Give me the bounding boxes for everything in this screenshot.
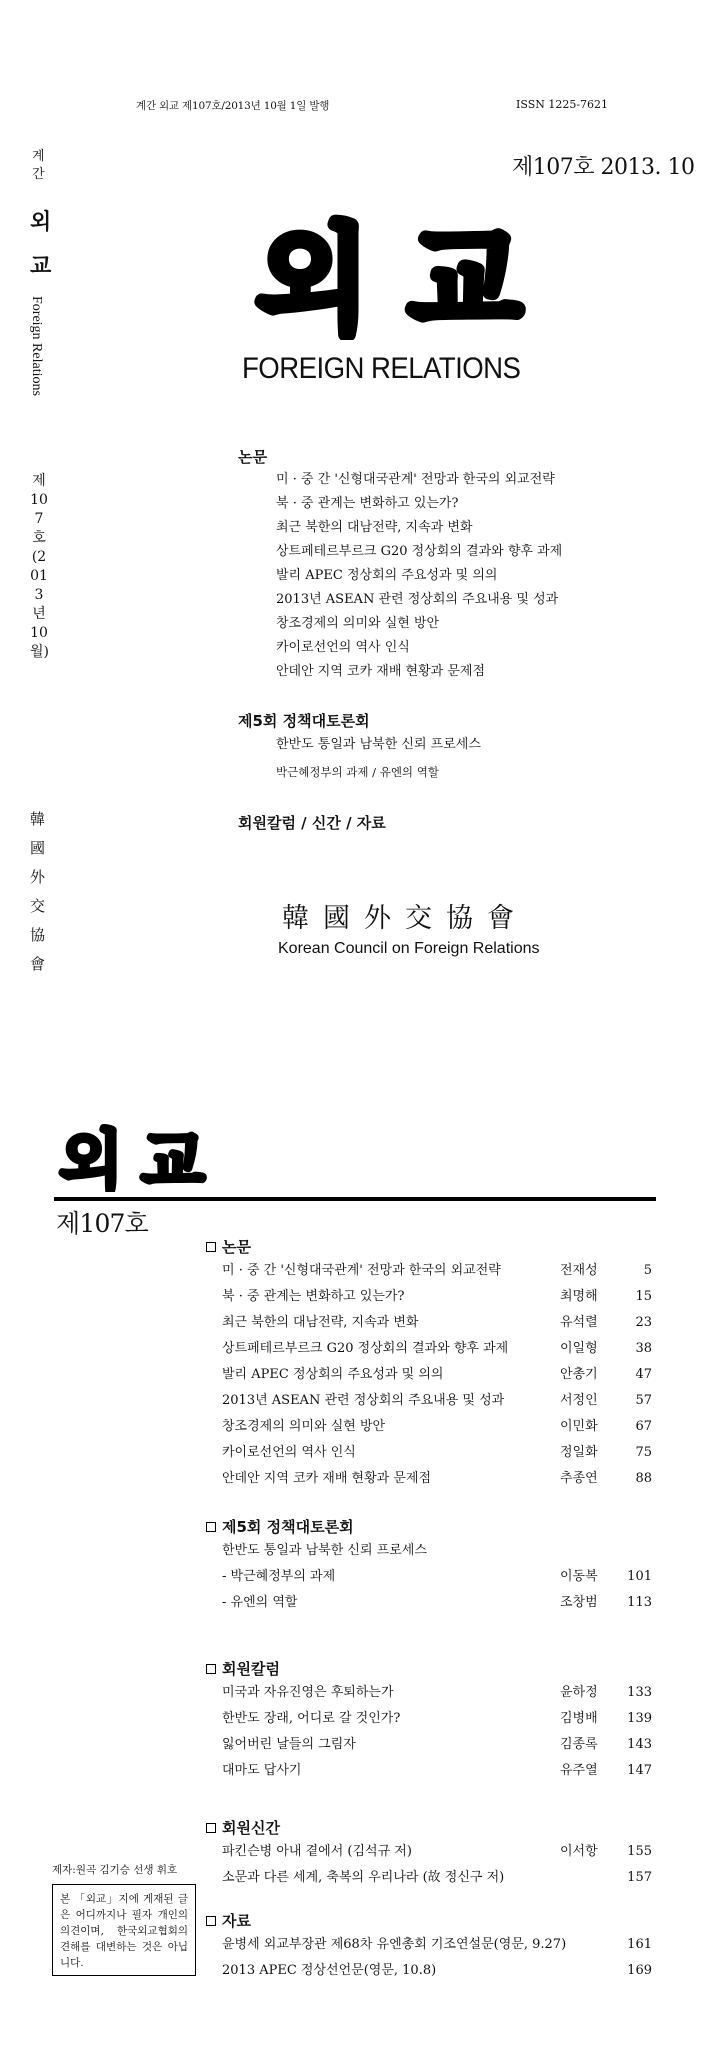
page-number: 113 — [627, 1595, 652, 1610]
page-number: 5 — [643, 1263, 652, 1278]
article-title: 대마도 답사기 — [222, 1763, 302, 1778]
cover-english-title: FOREIGN RELATIONS — [242, 352, 521, 385]
spine-category: 계간 — [32, 149, 45, 182]
page-number: 57 — [635, 1393, 652, 1408]
contents-row[interactable] — [222, 1758, 652, 1784]
article-author: 김병배 — [560, 1711, 598, 1726]
cover-forum-subtitle: 박근혜정부의 과제 / 유엔의 역할 — [276, 765, 439, 779]
contents-section-label: 논문 — [222, 1238, 251, 1256]
contents-logo-text: 외교 — [59, 1123, 223, 1192]
contents-section-heading — [206, 1658, 280, 1679]
cover-article-item: 최근 북한의 대남전략, 지속과 변화 — [276, 520, 473, 535]
article-title: 최근 북한의 대남전략, 지속과 변화 — [222, 1315, 419, 1330]
page-number: 75 — [635, 1445, 652, 1460]
contents-row[interactable] — [222, 1310, 652, 1336]
cover-section-heading: 회원칼럼 / 신간 / 자료 — [238, 814, 386, 832]
page-number: 157 — [627, 1870, 652, 1885]
article-title: 2013년 ASEAN 관련 정상회의 주요내용 및 성과 — [222, 1393, 505, 1408]
cover-article-item: 발리 APEC 정상회의 주요성과 및 의의 — [276, 568, 498, 583]
contents-section-label: 회원칼럼 — [222, 1660, 280, 1678]
contents-section-heading — [206, 1817, 280, 1838]
article-title: 파킨슨병 아내 곁에서 (김석규 저) — [222, 1844, 412, 1859]
contents-section-label: 회원신간 — [222, 1819, 280, 1837]
article-title: 발리 APEC 정상회의 주요성과 및 의의 — [222, 1367, 444, 1382]
contents-row[interactable] — [222, 1564, 652, 1590]
contents-row[interactable] — [222, 1466, 652, 1492]
page-number: 161 — [627, 1937, 652, 1952]
spine-organization: 韓國外交協會 — [30, 810, 46, 973]
article-author: 이일형 — [560, 1341, 598, 1356]
issn: ISSN 1225-7621 — [516, 98, 609, 111]
page-number: 139 — [627, 1711, 652, 1726]
cover-article-item: 미 · 중 간 '신형대국관계' 전망과 한국의 외교전략 — [276, 472, 555, 487]
contents-calligraphy-logo — [55, 1120, 227, 1192]
page-number: 88 — [635, 1471, 652, 1486]
article-title: - 유엔의 역할 — [222, 1595, 298, 1610]
contents-row[interactable] — [222, 1440, 652, 1466]
publisher-name-korean: 韓國外交協會 — [282, 903, 528, 934]
cover-section-heading: 논문 — [238, 448, 267, 466]
contents-section-heading — [206, 1910, 251, 1931]
publisher-name-english: Korean Council on Foreign Relations — [278, 940, 540, 957]
checkbox-bullet-icon — [206, 1242, 216, 1252]
article-title: 상트페테르부르크 G20 정상회의 결과와 향후 과제 — [222, 1341, 509, 1356]
cover-issue-label: 제107호 2013. 10 — [512, 155, 695, 180]
article-author: 유주열 — [560, 1763, 598, 1778]
cover-calligraphy-logo — [252, 210, 564, 340]
contents-row[interactable] — [222, 1414, 652, 1440]
spine-title: 외교 — [30, 209, 52, 279]
article-title: 한반도 장래, 어디로 갈 것인가? — [222, 1711, 401, 1726]
cover-article-item: 카이로선언의 역사 인식 — [276, 640, 410, 655]
article-title: 창조경제의 의미와 실현 방안 — [222, 1419, 386, 1434]
article-author: 이서항 — [560, 1844, 598, 1859]
page-number: 101 — [627, 1569, 652, 1584]
contents-row[interactable] — [222, 1362, 652, 1388]
article-author: 윤하정 — [560, 1685, 598, 1700]
cover-section-heading: 제5회 정책대토론회 — [238, 712, 370, 730]
contents-row[interactable] — [222, 1932, 652, 1958]
spine-english-title: Foreign Relations — [29, 296, 44, 396]
contents-row[interactable] — [222, 1958, 652, 1984]
page-number: 133 — [627, 1685, 652, 1700]
page-number: 15 — [635, 1289, 652, 1304]
contents-issue-number: 제107호 — [56, 1209, 149, 1238]
cover-article-list — [276, 468, 562, 684]
cover-logo-text: 외교 — [256, 212, 560, 340]
article-title: 북 · 중 관계는 변화하고 있는가? — [222, 1289, 405, 1304]
article-title: 잃어버린 날들의 그림자 — [222, 1737, 356, 1752]
page-number: 47 — [635, 1367, 652, 1382]
page-number: 23 — [635, 1315, 652, 1330]
article-title: 안데안 지역 코카 재배 현황과 문제점 — [222, 1471, 432, 1486]
contents-row[interactable] — [222, 1706, 652, 1732]
contents-row[interactable] — [222, 1839, 652, 1865]
article-author: 유석렬 — [560, 1315, 598, 1330]
checkbox-bullet-icon — [206, 1522, 216, 1532]
article-title: 미국과 자유진영은 후퇴하는가 — [222, 1685, 394, 1700]
article-author: 서정인 — [560, 1393, 598, 1408]
checkbox-bullet-icon — [206, 1916, 216, 1926]
cover-article-item: 상트페테르부르크 G20 정상회의 결과와 향후 과제 — [276, 544, 563, 559]
article-author: 최명해 — [560, 1289, 598, 1304]
contents-row[interactable] — [222, 1590, 652, 1616]
contents-row[interactable] — [222, 1284, 652, 1310]
article-author: 김종록 — [560, 1737, 598, 1752]
contents-row[interactable] — [222, 1732, 652, 1758]
cover-forum-list — [276, 733, 481, 757]
article-title: - 박근혜정부의 과제 — [222, 1569, 336, 1584]
page-number: 143 — [627, 1737, 652, 1752]
checkbox-bullet-icon — [206, 1823, 216, 1833]
cover-article-item: 북 · 중 관계는 변화하고 있는가? — [276, 496, 459, 511]
contents-section-heading — [206, 1236, 251, 1257]
article-author: 정일화 — [560, 1445, 598, 1460]
page-number: 67 — [635, 1419, 652, 1434]
cover-article-item: 2013년 ASEAN 관련 정상회의 주요내용 및 성과 — [276, 592, 559, 607]
article-title: 소문과 다른 세계, 축복의 우리나라 (故 정신구 저) — [222, 1870, 505, 1885]
cover-article-item: 창조경제의 의미와 실현 방안 — [276, 616, 440, 631]
article-author: 이민화 — [560, 1419, 598, 1434]
contents-row[interactable] — [222, 1258, 652, 1284]
page-number: 147 — [627, 1763, 652, 1778]
page-number: 38 — [635, 1341, 652, 1356]
article-title: 한반도 통일과 남북한 신뢰 프로세스 — [222, 1543, 427, 1558]
contents-section-label: 자료 — [222, 1912, 251, 1930]
page-number: 169 — [627, 1963, 652, 1978]
calligraphy-credit: 제자:원곡 김기승 선생 휘호 — [52, 1864, 178, 1876]
contents-row[interactable] — [222, 1680, 652, 1706]
article-author: 조창범 — [560, 1595, 598, 1610]
article-title: 미 · 중 간 '신형대국관계' 전망과 한국의 외교전략 — [222, 1263, 501, 1278]
page-number: 155 — [627, 1844, 652, 1859]
contents-row[interactable] — [222, 1388, 652, 1414]
disclaimer-box: 본 「외교」지에 게재된 글은 어디까지나 필자 개인의 의견이며, 한국외교협회의 견해를 대변하는 것은 아닙니다. — [52, 1884, 196, 1976]
article-author: 안총기 — [560, 1367, 598, 1382]
contents-row[interactable] — [222, 1865, 652, 1891]
contents-section-heading — [206, 1516, 354, 1537]
contents-divider — [54, 1197, 656, 1201]
contents-section-label: 제5회 정책대토론회 — [222, 1518, 354, 1536]
publication-line: 계간 외교 제107호/2013년 10월 1일 발행 — [136, 100, 330, 112]
contents-row[interactable] — [222, 1538, 652, 1564]
article-title: 2013 APEC 정상선언문(영문, 10.8) — [222, 1963, 437, 1978]
contents-row[interactable] — [222, 1336, 652, 1362]
cover-article-item: 안데안 지역 코카 재배 현황과 문제점 — [276, 664, 486, 679]
article-title: 카이로선언의 역사 인식 — [222, 1445, 356, 1460]
cover-forum-item: 한반도 통일과 남북한 신뢰 프로세스 — [276, 737, 481, 752]
article-author: 이동복 — [560, 1569, 598, 1584]
checkbox-bullet-icon — [206, 1664, 216, 1674]
article-title: 윤병세 외교부장관 제68차 유엔총회 기조연설문(영문, 9.27) — [222, 1937, 567, 1952]
spine-issue: 제107호(2013년10월) — [30, 473, 49, 660]
article-author: 추종연 — [560, 1471, 598, 1486]
article-author: 전재성 — [560, 1263, 598, 1278]
